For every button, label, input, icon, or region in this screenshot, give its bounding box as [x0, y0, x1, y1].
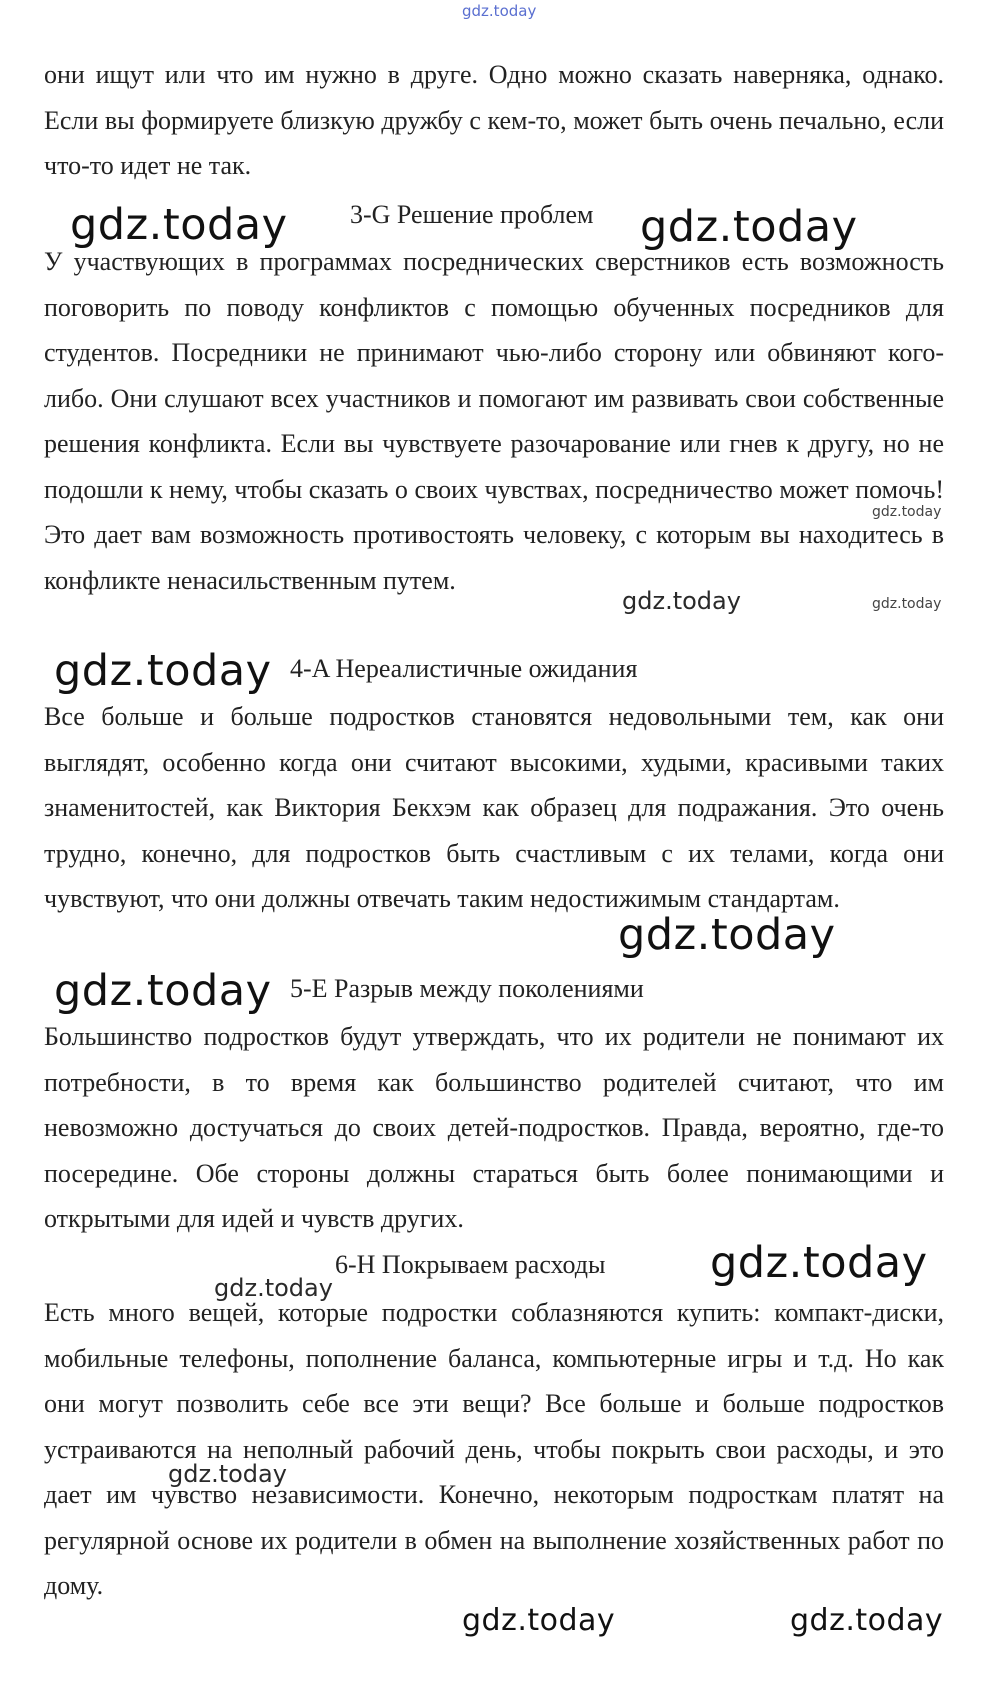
section-heading-3g: 3-G Решение проблем [350, 200, 594, 229]
watermark: gdz.today [710, 1238, 928, 1288]
watermark: gdz.today [54, 646, 272, 696]
section-heading-6h: 6-H Покрываем расходы [335, 1250, 606, 1279]
watermark: gdz.today [70, 200, 288, 250]
watermark: gdz.today [54, 966, 272, 1016]
section-heading-5e: 5-E Разрыв между поколениями [290, 974, 644, 1003]
watermark: gdz.today [462, 2, 537, 20]
watermark: gdz.today [872, 504, 942, 520]
watermark: gdz.today [622, 587, 741, 615]
section-paragraph-4a: Все больше и больше подростков становятся недовольными тем, как они выглядят, особенно когда они считают высокими, худыми, красивыми таких знаменитостей, как Виктория Бекхэм как образец для подражания. Это очень трудно, конечно, для подростков быть счастливым с их телами, когда они чувствуют, что они должны отвечать таким недостижимым стандартам. [44, 702, 944, 913]
watermark: gdz.today [872, 596, 942, 612]
section-heading-4a: 4-A Нереалистичные ожидания [290, 654, 638, 683]
watermark: gdz.today [168, 1460, 287, 1488]
intro-paragraph: они ищут или что им нужно в друге. Одно можно сказать наверняка, однако. Если вы формируете близкую дружбу с кем-то, может быть очень печально, если что-то идет не так. [44, 60, 944, 180]
watermark: gdz.today [790, 1603, 944, 1638]
section-paragraph-6h: Есть много вещей, которые подростки соблазняются купить: компакт-диски, мобильные телефоны, пополнение баланса, компьютерные игры и т.д. Но как они могут позволить себе все эти вещи? Все больше и больше подростков устраиваются на неполный рабочий день, чтобы покрыть свои расходы, и это дает им чувство независимости. Конечно, некоторым подросткам платят на регулярной основе их родители в обмен на выполнение хозяйственных работ по дому. [44, 1298, 944, 1600]
section-paragraph-5e: Большинство подростков будут утверждать, что их родители не понимают их потребности, в то время как большинство родителей считают, что им невозможно достучаться до своих детей-подростков. Правда, вероятно, где-то посередине. Обе стороны должны стараться быть более понимающими и открытыми для идей и чувств других. [44, 1022, 944, 1233]
watermark: gdz.today [618, 910, 836, 960]
watermark: gdz.today [462, 1603, 616, 1638]
section-paragraph-3g: У участвующих в программах посреднических сверстников есть возможность поговорить по поводу конфликтов с помощью обученных посредников для студентов. Посредники не принимают чью-либо сторону или обвиняют кого-либо. Они слушают всех участников и помогают им развивать свои собственные решения конфликта. Если вы чувствуете разочарование или гнев к другу, но не подошли к нему, чтобы сказать о своих чувствах, посредничество может помочь! Это дает вам возможность противостоять человеку, с которым вы находитесь в конфликте ненасильственным путем. [44, 247, 944, 595]
watermark: gdz.today [640, 202, 858, 252]
watermark: gdz.today [214, 1274, 333, 1302]
